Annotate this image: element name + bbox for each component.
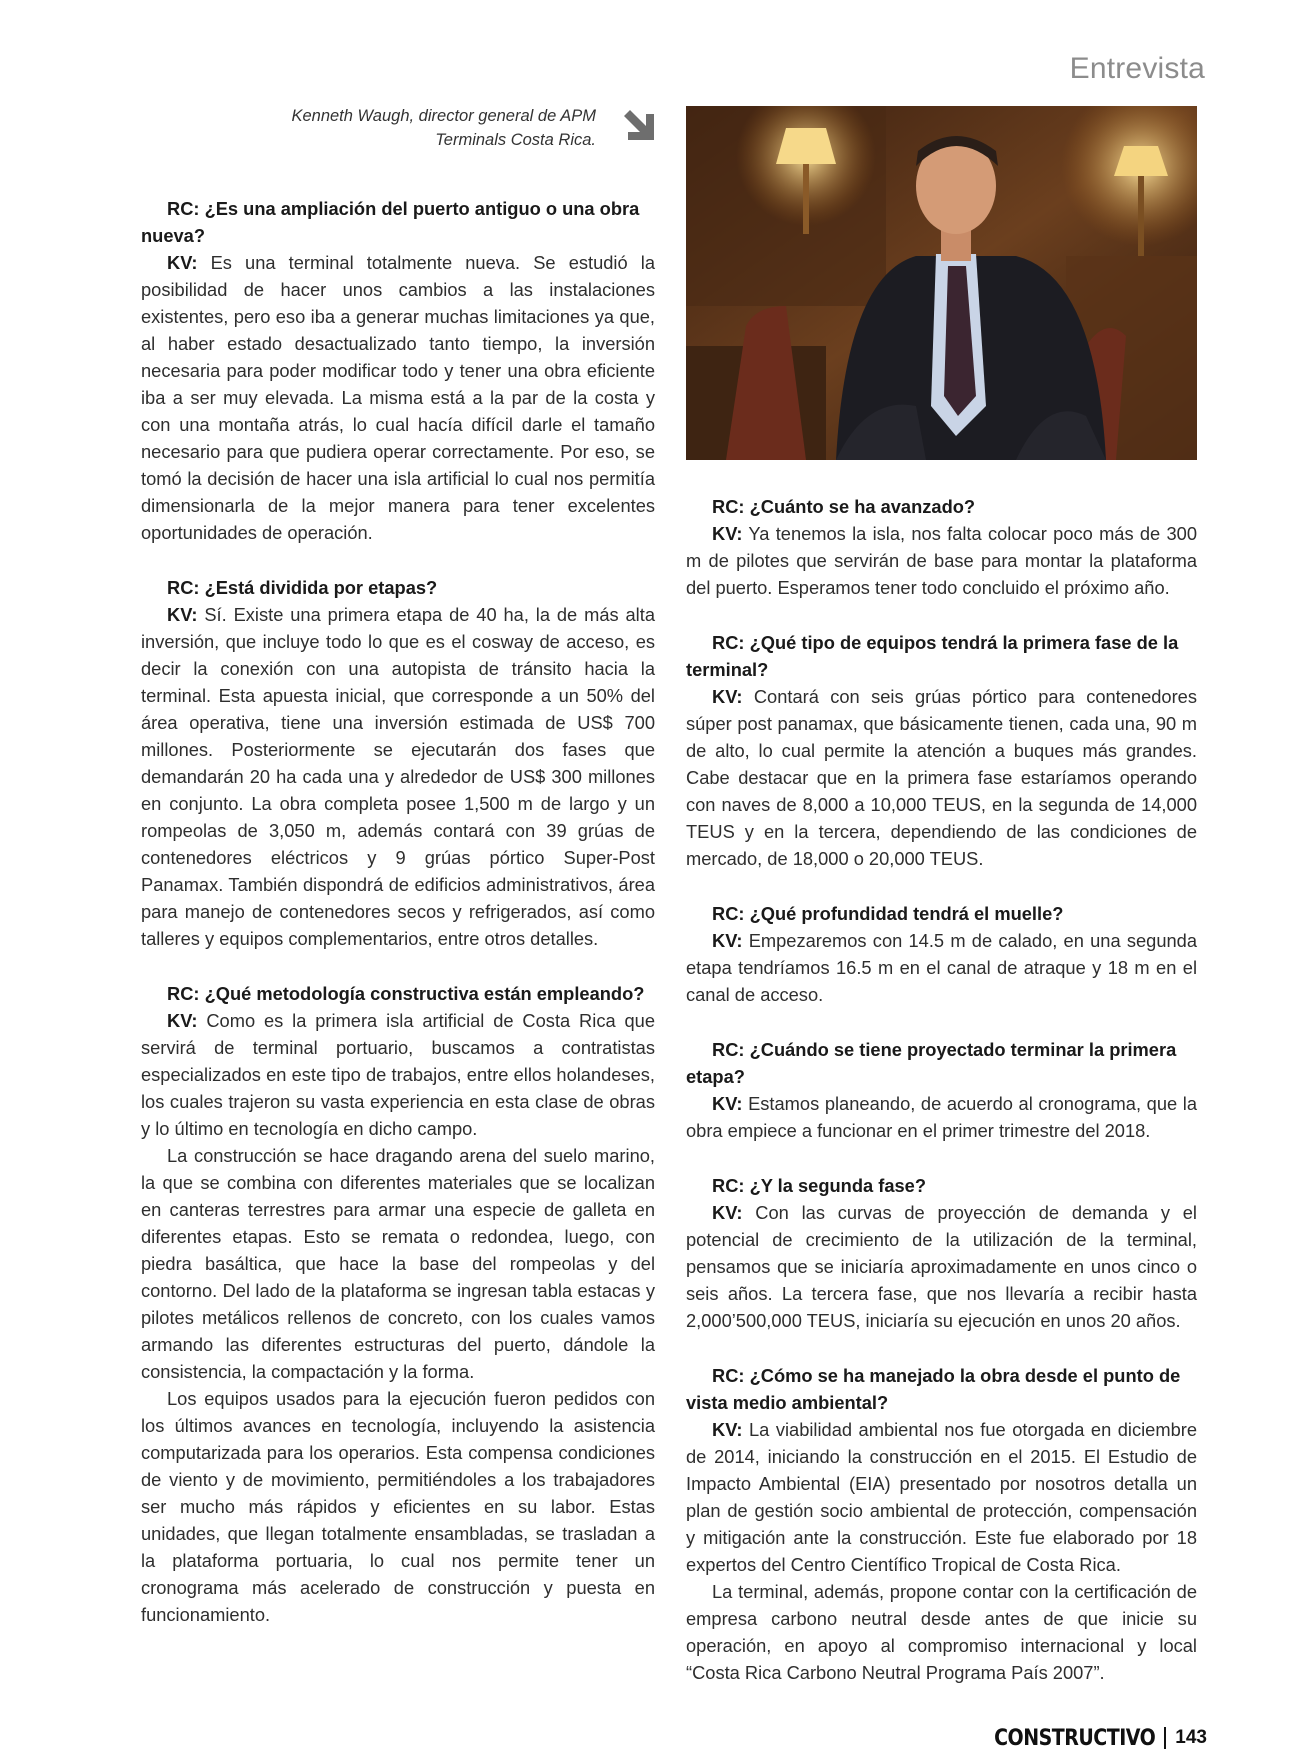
left-column xyxy=(141,195,655,1656)
answer-text: Como es la primera isla artificial de Costa Rica que servirá de terminal portuario, buscamos a contratistas especializados en este tipo de trabajos, entre ellos holandeses, los cuales trajeron su vasta experiencia en esta clase de obras y lo último en tecnología en dicho campo. xyxy=(141,1010,655,1139)
answer-text: Sí. Existe una primera etapa de 40 ha, la de más alta inversión, que incluye todo lo que es el cosway de acceso, es decir la conexión con una autopista de tránsito hacia la terminal. Esta apuesta inicial, que corresponde a un 50% del área operativa, tiene una inversión estimada de US$ 700 millones. Posteriormente se ejecutarán dos fases que demandarán 20 ha cada una y alrededor de US$ 300 millones en conjunto. La obra completa posee 1,500 m de largo y un rompeolas de 3,050 m, además contará con 39 grúas de contenedores eléctricos y 9 grúas pórtico Super-Post Panamax. También dispondrá de edificios administrativos, área para manejo de contenedores secos y refrigerados, así como talleres y equipos complementarios, entre otros detalles. xyxy=(141,604,655,949)
question: RC: ¿Qué tipo de equipos tendrá la primera fase de la terminal? xyxy=(686,632,1179,680)
answer-prefix: KV: xyxy=(167,252,198,273)
question: RC: ¿Está dividida por etapas? xyxy=(167,577,438,598)
answer xyxy=(141,249,655,546)
answer xyxy=(686,927,1197,1008)
answer xyxy=(686,1199,1197,1334)
answer xyxy=(141,1007,655,1142)
answer-prefix: KV: xyxy=(712,1419,743,1440)
question: RC: ¿Cómo se ha manejado la obra desde el punto de vista medio ambiental? xyxy=(686,1365,1181,1413)
qa-block xyxy=(686,493,1197,601)
qa-block xyxy=(686,1172,1197,1334)
magazine-name: CONSTRUCTIVO xyxy=(994,1725,1156,1751)
answer-prefix: KV: xyxy=(712,523,743,544)
answer xyxy=(686,683,1197,872)
question: RC: ¿Cuándo se tiene proyectado terminar la primera etapa? xyxy=(686,1039,1177,1087)
answer-text: Con las curvas de proyección de demanda y el potencial de crecimiento de la utilización de la terminal, pensamos que se iniciaría aproximadamente en unos cinco o seis años. La tercera fase, que nos llevaría a recibir hasta 2,000’500,000 TEUS, iniciaría su ejecución en unos 20 años. xyxy=(686,1202,1197,1331)
qa-block xyxy=(686,1036,1197,1144)
right-column xyxy=(686,493,1197,1714)
question: RC: ¿Y la segunda fase? xyxy=(712,1175,927,1196)
answer xyxy=(686,1416,1197,1578)
paragraph: Los equipos usados para la ejecución fueron pedidos con los últimos avances en tecnología, incluyendo la asistencia computarizada para los operarios. Esta compensa condiciones de viento y de movimiento, permitiéndoles a los trabajadores ser mucho más rápidos y eficientes en su labor. Estas unidades, que llegan totalmente ensambladas, se trasladan a la plataforma portuaria, lo cual nos permite tener un cronograma más acelerado de construcción y puesta en funcionamiento. xyxy=(141,1388,655,1625)
answer-text: Estamos planeando, de acuerdo al cronograma, que la obra empiece a funcionar en el primer trimestre del 2018. xyxy=(686,1093,1197,1141)
answer-prefix: KV: xyxy=(712,1202,743,1223)
section-label: Entrevista xyxy=(1069,52,1205,85)
caption-line-1: Kenneth Waugh, director general de APM xyxy=(291,107,596,125)
page-footer xyxy=(994,1727,1207,1749)
answer-text: Es una terminal totalmente nueva. Se estudió la posibilidad de hacer unos cambios a las instalaciones existentes, pero eso iba a generar muchas limitaciones ya que, al haber estado desactualizado tanto tiempo, la inversión necesaria para poder modificar todo y tener una obra eficiente iba a ser muy elevada. La misma está a la par de la costa y con una montaña atrás, lo cual hacía difícil darle el tamaño necesario para que pudiera operar correctamente. Por eso, se tomó la decisión de hacer una isla artificial lo cual nos permitía dimensionarla de la mejor manera para tener excelentes oportunidades de operación. xyxy=(141,252,655,543)
footer-divider xyxy=(1164,1727,1166,1749)
qa-block xyxy=(141,574,655,952)
paragraph: La terminal, además, propone contar con la certificación de empresa carbono neutral desde antes de que inicie su operación, en apoyo al compromiso internacional y local “Costa Rica Carbono Neutral Programa País 2007”. xyxy=(686,1581,1197,1683)
question: RC: ¿Qué profundidad tendrá el muelle? xyxy=(712,903,1064,924)
question: RC: ¿Cuánto se ha avanzado? xyxy=(712,496,976,517)
answer-prefix: KV: xyxy=(167,1010,198,1031)
interview-photo xyxy=(686,106,1197,460)
answer xyxy=(686,1090,1197,1144)
question: RC: ¿Es una ampliación del puerto antiguo o una obra nueva? xyxy=(141,198,640,246)
answer xyxy=(141,601,655,952)
qa-block xyxy=(141,195,655,546)
question: RC: ¿Qué metodología constructiva están empleando? xyxy=(167,983,645,1004)
arrow-down-right-icon xyxy=(620,106,660,146)
answer-text: La viabilidad ambiental nos fue otorgada en diciembre de 2014, iniciando la construcción en el 2015. El Estudio de Impacto Ambiental (EIA) presentado por nosotros detalla un plan de gestión socio ambiental de protección, compensación y mitigación ante la construcción. Este fue elaborado por 18 expertos del Centro Científico Tropical de Costa Rica. xyxy=(686,1419,1197,1575)
answer-prefix: KV: xyxy=(712,1093,743,1114)
answer-text: Ya tenemos la isla, nos falta colocar poco más de 300 m de pilotes que servirán de base para montar la plataforma del puerto. Esperamos tener todo concluido el próximo año. xyxy=(686,523,1197,598)
answer-text: Empezaremos con 14.5 m de calado, en una segunda etapa tendríamos 16.5 m en el canal de atraque y 18 m en el canal de acceso. xyxy=(686,930,1197,1005)
caption-line-2: Terminals Costa Rica. xyxy=(435,131,596,149)
page-number: 143 xyxy=(1175,1727,1207,1748)
answer-text: Contará con seis grúas pórtico para contenedores súper post panamax, que básicamente tienen, cada una, 90 m de alto, lo cual permite la atención a buques más grandes. Cabe destacar que en la primera fase estaríamos operando con naves de 8,000 a 10,000 TEUS, en la segunda de 14,000 TEUS y en la tercera, dependiendo de las condiciones de mercado, de 18,000 o 20,000 TEUS. xyxy=(686,686,1197,869)
qa-block xyxy=(686,900,1197,1008)
qa-block xyxy=(141,980,655,1628)
answer xyxy=(686,520,1197,601)
photo-caption xyxy=(270,104,596,152)
answer-prefix: KV: xyxy=(712,930,743,951)
answer-prefix: KV: xyxy=(712,686,743,707)
answer-prefix: KV: xyxy=(167,604,198,625)
paragraph: La construcción se hace dragando arena del suelo marino, la que se combina con diferentes materiales que se localizan en canteras terrestres para armar una especie de galleta en diferentes etapas. Esto se remata o redondea, luego, con piedra basáltica, que hace la base del rompeolas y del contorno. Del lado de la plataforma se ingresan tabla estacas y pilotes metálicos rellenos de concreto, con los cuales vamos armando las diferentes estructuras del puerto, dándole la consistencia, la compactación y la forma. xyxy=(141,1145,655,1382)
qa-block xyxy=(686,629,1197,872)
qa-block xyxy=(686,1362,1197,1686)
